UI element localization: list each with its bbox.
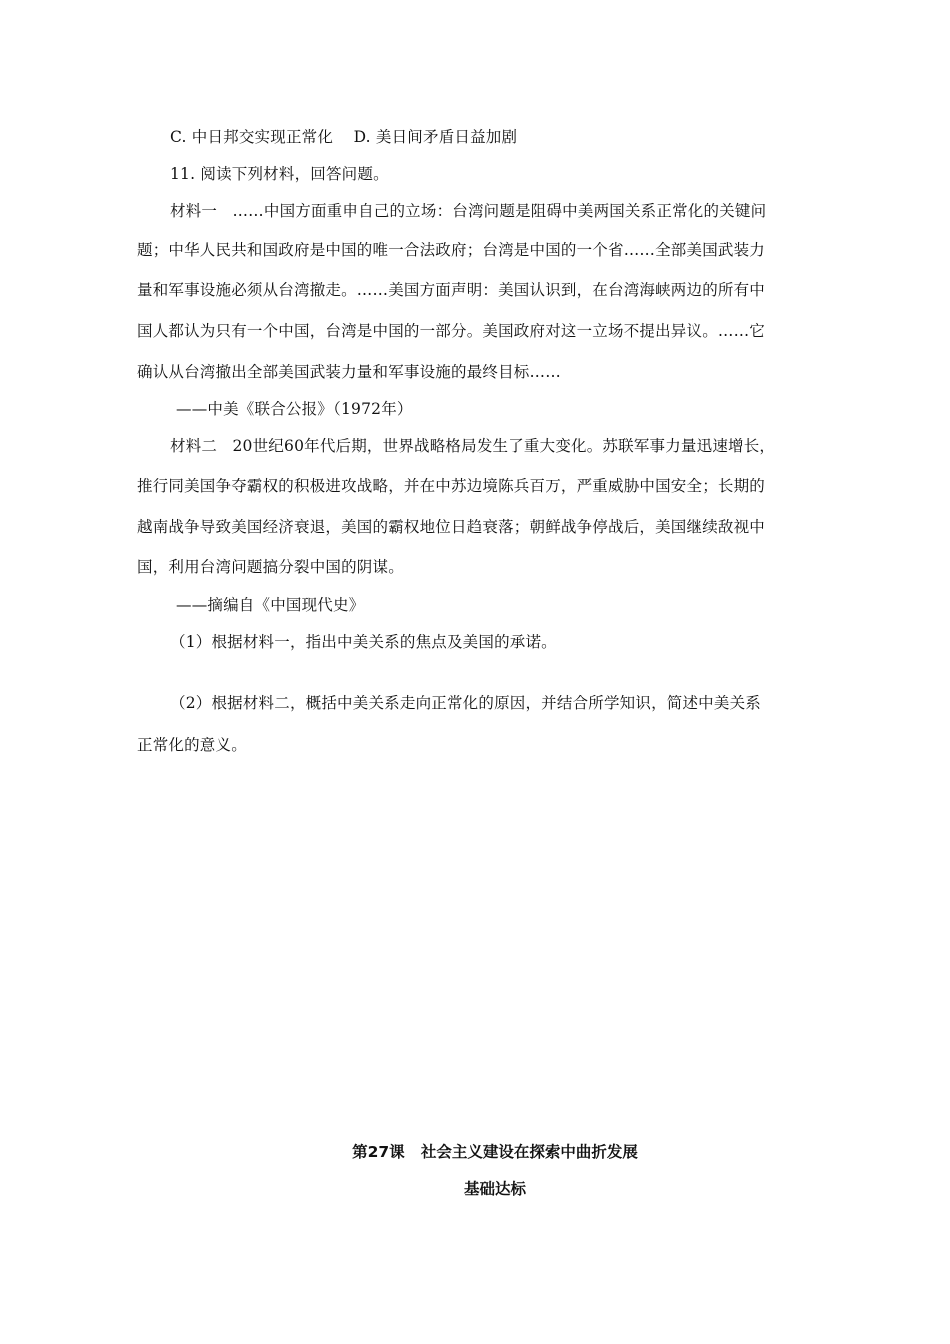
text-line: 推行同美国争夺霸权的积极进攻战略，并在中苏边境陈兵百万，严重威胁中国安全；长期的: [137, 477, 766, 495]
text-line: 国人都认为只有一个中国，台湾是中国的一部分。美国政府对这一立场不提出异议。……它: [137, 322, 766, 340]
text-line: （2）根据材料二，概括中美关系走向正常化的原因，并结合所学知识，简述中美关系: [170, 694, 761, 712]
text-line: 材料一 ……中国方面重申自己的立场：台湾问题是阻碍中美两国关系正常化的关键问: [170, 202, 767, 220]
text-line: 国，利用台湾问题搞分裂中国的阴谋。: [137, 558, 404, 576]
text-line: 量和军事设施必须从台湾撤走。……美国方面声明：美国认识到，在台湾海峡两边的所有中: [137, 281, 766, 299]
question-stem: 11. 阅读下列材料，回答问题。: [170, 165, 389, 183]
option-line: C. 中日邦交实现正常化 D. 美日间矛盾日益加剧: [170, 128, 518, 146]
text-line: （1）根据材料一，指出中美关系的焦点及美国的承诺。: [170, 633, 557, 651]
source-citation: ——中美《联合公报》（1972年）: [176, 400, 413, 418]
section-title: 基础达标: [463, 1180, 526, 1198]
text-line: 确认从台湾撤出全部美国武装力量和军事设施的最终目标……: [137, 363, 561, 381]
text-line: 正常化的意义。: [137, 736, 247, 754]
lesson-title: 第27课 社会主义建设在探索中曲折发展: [352, 1143, 638, 1161]
text-line: 材料二 20世纪60年代后期，世界战略格局发生了重大变化。苏联军事力量迅速增长，: [170, 437, 776, 455]
source-citation: ——摘编自《中国现代史》: [176, 596, 365, 614]
text-line: 越南战争导致美国经济衰退，美国的霸权地位日趋衰落；朝鲜战争停战后，美国继续敌视中: [137, 518, 766, 536]
text-line: 题；中华人民共和国政府是中国的唯一合法政府；台湾是中国的一个省……全部美国武装力: [137, 241, 766, 259]
